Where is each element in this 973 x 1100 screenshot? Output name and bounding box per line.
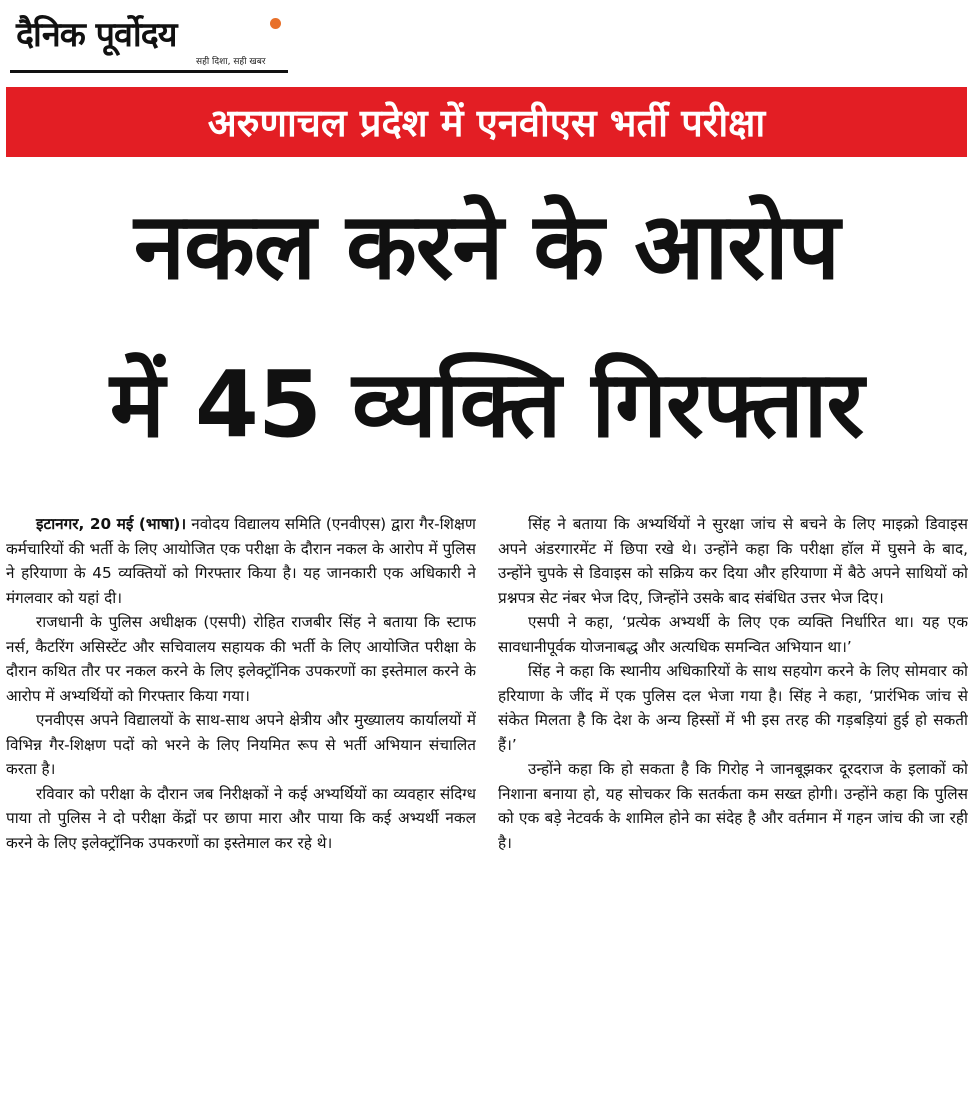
headline-line-2: में 45 व्यक्ति गिरफ्तार [109,351,864,458]
article-paragraph: एसपी ने कहा, ‘प्रत्येक अभ्यर्थी के लिए एक व्यक्ति निर्धारित था। यह एक सावधानीपूर्वक योजनाबद्ध और अत्यधिक समन्वित अभियान था।’ [498,613,968,656]
dateline: इटानगर, 20 मई (भाषा)। [36,515,187,533]
masthead-rule [10,70,288,73]
newspaper-name: दैनिक पूर्वोदय [16,15,177,55]
newspaper-tagline: सही दिशा, सही खबर [196,57,266,67]
article-paragraph: सिंह ने कहा कि स्थानीय अधिकारियों के साथ सहयोग करने के लिए सोमवार को हरियाणा के जींद में एक पुलिस दल भेजा गया है। सिंह ने कहा, ‘प्रारंभिक जांच से संकेत मिलता है कि देश के अन्य हिस्सों में भी इस तरह की गड़बड़ियां हुई हो सकती हैं।’ [498,662,968,754]
kicker-banner: अरुणाचल प्रदेश में एनवीएस भर्ती परीक्षा [6,87,967,157]
article-column-right [498,512,968,1092]
article-paragraph: सिंह ने बताया कि अभ्यर्थियों ने सुरक्षा जांच से बचने के लिए माइक्रो डिवाइस अपने अंडरगारमेंट में छिपा रखे थे। उन्होंने कहा कि परीक्षा हॉल में घुसने के बाद, उन्होंने चुपके से डिवाइस को सक्रिय कर दिया और हरियाणा में बैठे अपने साथियों को प्रश्नपत्र सेट नंबर भेज दिए, जिन्होंने उसके बाद संबंधित उत्तर भेज दिए। [498,515,968,607]
logo-dot-icon [270,18,281,29]
masthead [10,6,288,76]
article-paragraph: रविवार को परीक्षा के दौरान जब निरीक्षकों ने कई अभ्यर्थियों का व्यवहार संदिग्ध पाया तो पुलिस ने दो परीक्षा केंद्रों पर छापा मारा और पाया कि कई अभ्यर्थी नकल करने के लिए इलेक्ट्रॉनिक उपकरणों का इस्तेमाल कर रहे थे। [6,784,476,852]
article-paragraph: एनवीएस अपने विद्यालयों के साथ-साथ अपने क्षेत्रीय और मुख्यालय कार्यालयों में विभिन्न गैर-शिक्षण पदों को भरने के लिए नियमित रूप से भर्ती अभियान संचालित करता है। [6,711,476,778]
article-paragraph: राजधानी के पुलिस अधीक्षक (एसपी) रोहित राजबीर सिंह ने बताया कि स्टाफ नर्स, कैटरिंग असिस्टेंट और सचिवालय सहायक की भर्ती के लिए आयोजित परीक्षा के दौरान कथित तौर पर नकल करने के लिए इलेक्ट्रॉनिक उपकरणों का इस्तेमाल करने के आरोप में अभ्यर्थियों को गिरफ्तार किया गया। [6,613,476,705]
article-paragraph: उन्होंने कहा कि हो सकता है कि गिरोह ने जानबूझकर दूरदराज के इलाकों को निशाना बनाया हो, यह सोचकर कि सतर्कता कम सख्त होगी। उन्होंने कहा कि पुलिस को एक बड़े नेटवर्क के शामिल होने का संदेह है और वर्तमान में गहन जांच की जा रही है। [498,760,968,852]
article-paragraph [6,512,476,610]
headline-line-1: नकल करने के आरोप [134,193,839,300]
paragraph-text: नवोदय विद्यालय समिति (एनवीएस) द्वारा गैर-शिक्षण कर्मचारियों की भर्ती के लिए आयोजित एक परीक्षा के दौरान नकल के आरोप में पुलिस ने हरियाणा के 45 व्यक्तियों को गिरफ्तार किया है। यह जानकारी एक अधिकारी ने मंगलवार को यहां दी। [6,515,476,607]
article-column-left [6,512,476,1092]
